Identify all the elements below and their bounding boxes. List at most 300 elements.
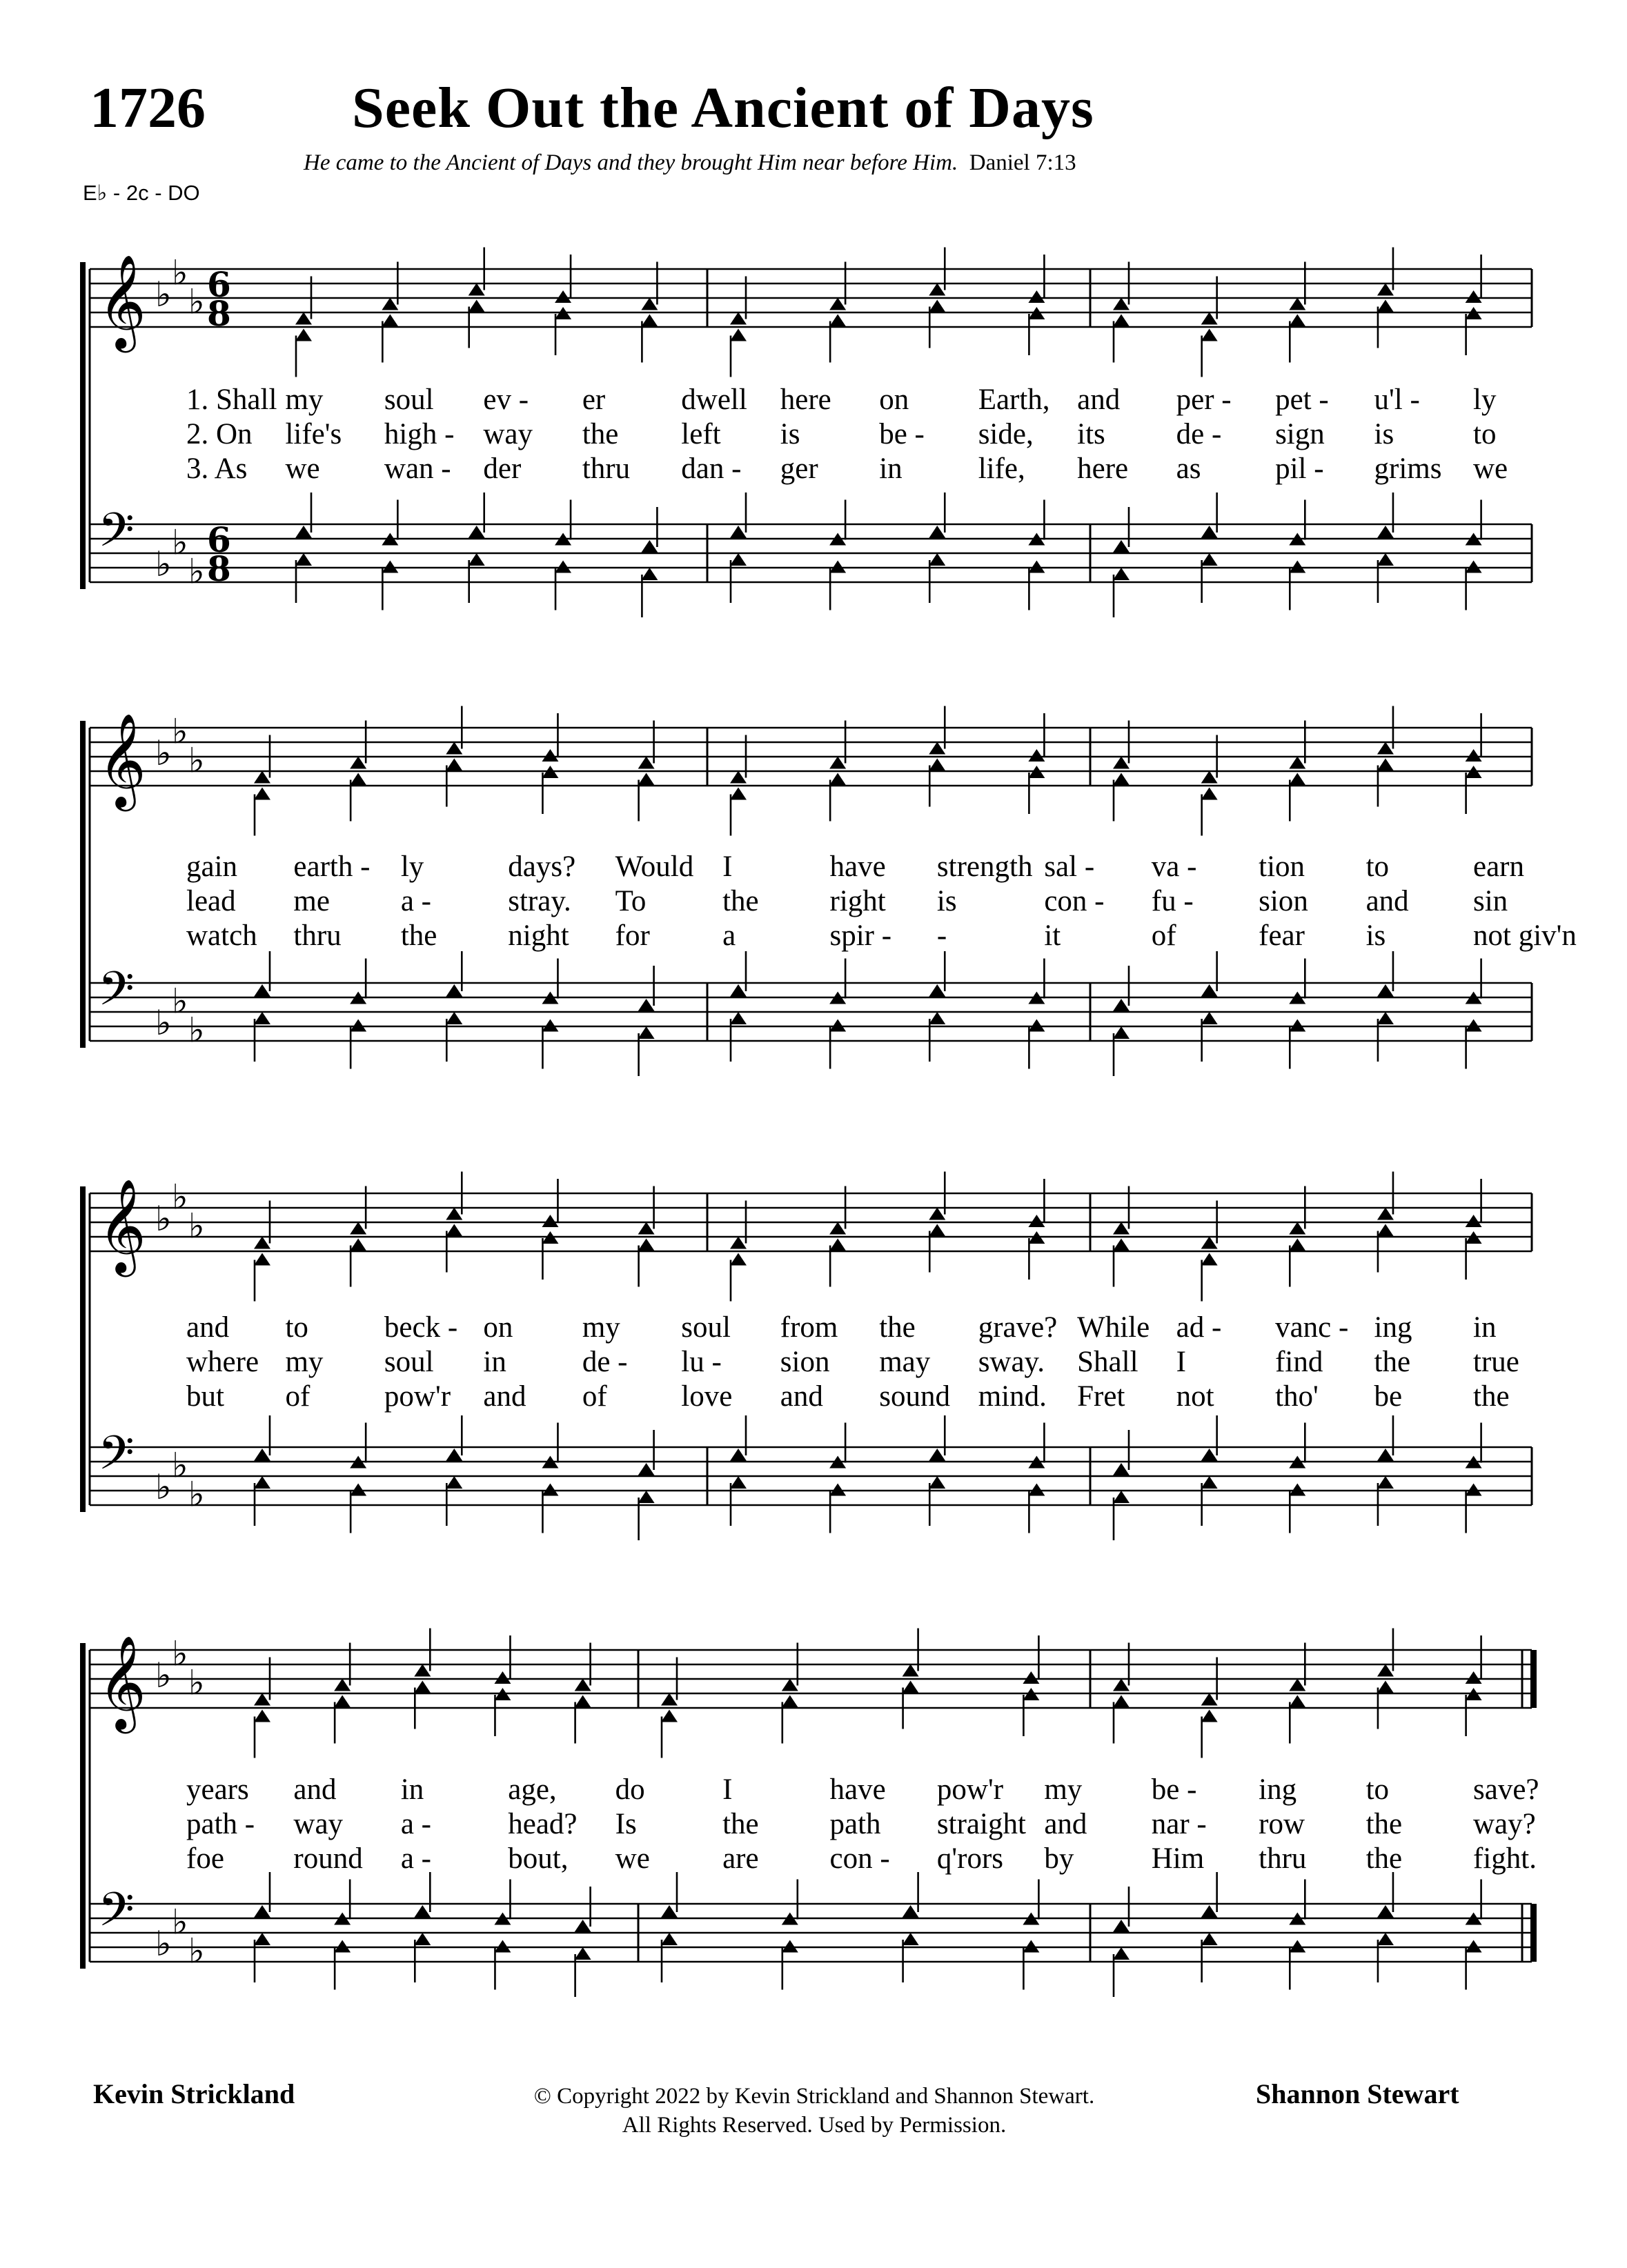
note-head-triangle	[350, 1484, 366, 1496]
note-head-triangle	[382, 315, 398, 327]
bass-clef-icon: 𝄢	[98, 1426, 135, 1492]
note-head-triangle	[730, 526, 747, 538]
lyric-syllable: may	[879, 1346, 931, 1378]
note-head-triangle	[1201, 1476, 1218, 1489]
note-head-triangle	[661, 1905, 678, 1918]
lyric-syllable: is	[1365, 919, 1386, 952]
treble-clef-icon: 𝄞	[98, 712, 146, 807]
lyric-syllable: on	[483, 1311, 513, 1344]
lyric-syllable: sign	[1275, 418, 1325, 450]
note-head-triangle	[555, 561, 571, 573]
note-head-triangle	[1466, 1940, 1482, 1953]
note-head-triangle	[254, 1253, 270, 1266]
lyric-syllable: and	[293, 1773, 337, 1806]
lyric-syllable: -	[936, 919, 947, 952]
note-head-triangle	[1201, 771, 1218, 784]
note-head-triangle	[254, 1476, 270, 1489]
note-head-triangle	[414, 1905, 431, 1918]
lyric-syllable: stray.	[508, 885, 571, 917]
note-head-triangle	[641, 298, 658, 310]
note-head-triangle	[1289, 298, 1305, 310]
note-head-triangle	[446, 1476, 462, 1489]
lyric-syllable: not	[1176, 1380, 1214, 1413]
note-head-triangle	[1289, 561, 1305, 573]
lyric-syllable: by	[1044, 1842, 1074, 1875]
lyric-syllable: my	[285, 384, 324, 416]
note-head-triangle	[730, 984, 747, 997]
lyric-syllable: is	[936, 885, 957, 917]
lyric-syllable: to	[1365, 1773, 1390, 1806]
treble-clef-icon: 𝄞	[98, 1177, 146, 1273]
lyric-syllable: age,	[508, 1773, 557, 1806]
note-head-triangle	[1113, 298, 1130, 310]
lyric-syllable: 1. Shall	[186, 384, 277, 416]
note-head-triangle	[382, 561, 398, 573]
note-head-triangle	[782, 1679, 798, 1691]
lyric-syllable: true	[1473, 1346, 1519, 1378]
lyric-syllable: the	[722, 885, 759, 917]
lyric-syllable: are	[722, 1842, 759, 1875]
lyric-syllable: high -	[384, 418, 455, 450]
note-head-triangle	[1377, 300, 1394, 312]
note-head-triangle	[1201, 984, 1218, 997]
epigraph-quote: He came to the Ancient of Days and they brought Him near before Him.	[304, 150, 958, 175]
lyric-syllable: dan -	[681, 452, 742, 485]
note-head-triangle	[254, 1237, 270, 1249]
note-head-triangle	[638, 1222, 655, 1235]
note-head-triangle	[1466, 1671, 1482, 1684]
note-head-triangle	[903, 1905, 919, 1918]
note-head-triangle	[1201, 553, 1218, 566]
composer-credit: Shannon Stewart	[1256, 2078, 1459, 2109]
note-head-triangle	[295, 312, 312, 325]
note-head-triangle	[641, 568, 658, 580]
lyric-syllable: ly	[400, 850, 424, 883]
note-head-triangle	[929, 759, 945, 771]
note-head-triangle	[661, 1710, 678, 1722]
final-bar	[1530, 1650, 1537, 1708]
system-bracket	[80, 721, 86, 1048]
note-head-triangle	[1113, 1695, 1130, 1708]
note-head-triangle	[1377, 1208, 1394, 1220]
note-head-triangle	[1201, 329, 1218, 341]
flat-sign: ♭	[155, 1655, 172, 1695]
note-head-triangle	[446, 1012, 462, 1024]
treble-clef-icon: 𝄞	[98, 253, 146, 348]
note-head-triangle	[903, 1664, 919, 1677]
note-head-triangle	[903, 1681, 919, 1693]
lyric-syllable: in	[483, 1346, 506, 1378]
note-head-triangle	[1377, 1449, 1394, 1461]
lyric-syllable: way	[483, 418, 533, 450]
note-head-triangle	[446, 742, 462, 755]
note-head-triangle	[929, 742, 945, 755]
lyric-syllable: we	[615, 1842, 650, 1875]
flat-sign: ♭	[155, 733, 172, 773]
lyric-syllable: 3. As	[186, 452, 248, 485]
flat-sign: ♭	[172, 252, 188, 293]
note-head-triangle	[446, 1449, 462, 1461]
note-head-triangle	[1028, 290, 1045, 303]
system-bracket	[80, 1186, 86, 1512]
note-head-triangle	[829, 1222, 846, 1235]
lyric-syllable: I	[722, 850, 733, 883]
lyric-syllable: I	[1176, 1346, 1186, 1378]
lyric-syllable: on	[879, 384, 909, 416]
lyric-syllable: 2. On	[186, 418, 253, 450]
note-head-triangle	[661, 1933, 678, 1945]
note-head-triangle	[903, 1933, 919, 1945]
lyric-syllable: where	[186, 1346, 259, 1378]
lyric-syllable: ger	[780, 452, 818, 485]
note-head-triangle	[1289, 1679, 1305, 1691]
lyric-syllable: way	[293, 1808, 344, 1840]
note-head-triangle	[638, 1239, 655, 1251]
system-bracket	[80, 1643, 86, 1969]
note-head-triangle	[469, 284, 485, 296]
note-head-triangle	[638, 999, 655, 1011]
lyric-syllable: me	[293, 885, 330, 917]
lyric-syllable: dwell	[681, 384, 747, 416]
lyric-syllable: here	[780, 384, 831, 416]
flat-sign: ♭	[188, 551, 205, 592]
lyric-syllable: it	[1044, 919, 1061, 952]
lyric-syllable: the	[582, 418, 619, 450]
note-head-triangle	[829, 315, 846, 327]
lyric-syllable: as	[1176, 452, 1201, 485]
flat-sign: ♭	[172, 1177, 188, 1217]
flat-sign: ♭	[155, 1003, 172, 1043]
note-head-triangle	[1113, 1222, 1130, 1235]
lyric-syllable: and	[1044, 1808, 1087, 1840]
lyric-syllable: sion	[780, 1346, 830, 1378]
note-head-triangle	[350, 773, 366, 786]
lyric-syllable: of	[1151, 919, 1176, 952]
lyric-syllable: thru	[582, 452, 631, 485]
lyric-syllable: I	[722, 1773, 733, 1806]
lyric-syllable: Is	[615, 1808, 637, 1840]
lyric-syllable: path -	[186, 1808, 255, 1840]
lyric-syllable: a -	[400, 1808, 431, 1840]
treble-clef-icon: 𝄞	[98, 1634, 146, 1729]
note-head-triangle	[730, 1476, 747, 1489]
lyric-syllable: pow'r	[936, 1773, 1004, 1806]
lyric-syllable: the	[1365, 1808, 1403, 1840]
note-head-triangle	[334, 1940, 351, 1953]
note-head-triangle	[1113, 1491, 1130, 1503]
lyric-syllable: but	[186, 1380, 224, 1413]
note-head-triangle	[1201, 1012, 1218, 1024]
note-head-triangle	[254, 984, 270, 997]
lyricist-credit: Kevin Strickland	[93, 2078, 295, 2109]
note-head-triangle	[1466, 1484, 1482, 1496]
note-head-triangle	[829, 561, 846, 573]
lyric-syllable: ev -	[483, 384, 529, 416]
lyric-syllable: in	[879, 452, 903, 485]
lyric-syllable: strength	[936, 850, 1033, 883]
lyric-syllable: to	[285, 1311, 308, 1344]
lyric-syllable: nar -	[1151, 1808, 1207, 1840]
lyric-syllable: sal -	[1044, 850, 1095, 883]
lyric-syllable: is	[1374, 418, 1394, 450]
lyric-syllable: here	[1077, 452, 1129, 485]
note-head-triangle	[1289, 1222, 1305, 1235]
flat-sign: ♭	[155, 275, 172, 315]
note-head-triangle	[254, 1933, 270, 1945]
note-head-triangle	[829, 1019, 846, 1032]
lyric-syllable: a -	[400, 1842, 431, 1875]
time-sig-denominator: 8	[207, 548, 231, 589]
lyric-syllable: the	[400, 919, 437, 952]
lyric-syllable: its	[1077, 418, 1105, 450]
note-head-triangle	[1113, 1947, 1130, 1960]
note-head-triangle	[1289, 1940, 1305, 1953]
lyric-syllable: er	[582, 384, 606, 416]
note-head-triangle	[1466, 561, 1482, 573]
note-head-triangle	[730, 1012, 747, 1024]
note-head-triangle	[1023, 1940, 1039, 1953]
note-head-triangle	[929, 1208, 945, 1220]
lyric-syllable: con -	[1044, 885, 1105, 917]
lyric-syllable: grave?	[978, 1311, 1058, 1344]
note-head-triangle	[929, 1224, 945, 1237]
note-head-triangle	[1113, 540, 1130, 553]
note-head-triangle	[1466, 749, 1482, 762]
note-head-triangle	[1201, 1237, 1218, 1249]
lyric-syllable: my	[582, 1311, 620, 1344]
note-head-triangle	[446, 984, 462, 997]
lyric-syllable: side,	[978, 418, 1034, 450]
flat-sign: ♭	[155, 544, 172, 584]
lyric-syllable: is	[780, 418, 800, 450]
key-info: E♭ - 2c - DO	[83, 181, 200, 205]
flat-sign: ♭	[172, 981, 188, 1022]
lyric-syllable: thru	[1259, 1842, 1307, 1875]
note-head-triangle	[1201, 1693, 1218, 1706]
note-head-triangle	[575, 1920, 591, 1932]
note-head-triangle	[295, 526, 312, 538]
note-head-triangle	[494, 1940, 511, 1953]
flat-sign: ♭	[188, 1010, 205, 1051]
lyric-syllable: sion	[1259, 885, 1308, 917]
flat-sign: ♭	[172, 522, 188, 563]
lyric-syllable: soul	[384, 384, 434, 416]
note-head-triangle	[1466, 1215, 1482, 1227]
lyric-syllable: the	[722, 1808, 759, 1840]
note-head-triangle	[469, 553, 485, 566]
lyric-syllable: the	[1365, 1842, 1403, 1875]
lyric-syllable: night	[508, 919, 569, 952]
note-head-triangle	[1289, 1695, 1305, 1708]
note-head-triangle	[1377, 1664, 1394, 1677]
lyric-syllable: soul	[681, 1311, 731, 1344]
note-head-triangle	[1377, 526, 1394, 538]
lyric-syllable: the	[1374, 1346, 1411, 1378]
lyric-syllable: grims	[1374, 452, 1442, 485]
note-head-triangle	[1377, 284, 1394, 296]
note-head-triangle	[829, 1484, 846, 1496]
lyric-syllable: of	[582, 1380, 607, 1413]
lyric-syllable: the	[1473, 1380, 1510, 1413]
note-head-triangle	[1289, 773, 1305, 786]
note-head-triangle	[829, 298, 846, 310]
note-head-triangle	[334, 1695, 351, 1708]
note-head-triangle	[1113, 1679, 1130, 1691]
flat-sign: ♭	[188, 1206, 205, 1246]
flat-sign: ♭	[188, 1662, 205, 1703]
lyric-syllable: and	[186, 1311, 230, 1344]
lyric-syllable: and	[1077, 384, 1121, 416]
note-head-triangle	[641, 540, 658, 553]
lyric-syllable: Him	[1151, 1842, 1205, 1875]
note-head-triangle	[1028, 1484, 1045, 1496]
lyric-syllable: sway.	[978, 1346, 1045, 1378]
lyric-syllable: thru	[293, 919, 342, 952]
note-head-triangle	[929, 1476, 945, 1489]
lyric-syllable: save?	[1473, 1773, 1539, 1806]
lyric-syllable: wan -	[384, 452, 451, 485]
lyric-syllable: left	[681, 418, 721, 450]
lyric-syllable: Would	[615, 850, 694, 883]
flat-sign: ♭	[172, 1445, 188, 1486]
note-head-triangle	[1289, 1484, 1305, 1496]
note-head-triangle	[641, 315, 658, 327]
final-bar	[1530, 1904, 1537, 1962]
lyric-syllable: we	[285, 452, 320, 485]
lyric-syllable: der	[483, 452, 522, 485]
lyric-syllable: round	[293, 1842, 363, 1875]
lyric-syllable: va -	[1151, 850, 1197, 883]
lyric-syllable: straight	[936, 1808, 1026, 1840]
lyric-syllable: bout,	[508, 1842, 569, 1875]
copyright-notice	[400, 2082, 1228, 2140]
note-head-triangle	[1028, 749, 1045, 762]
flat-sign: ♭	[188, 1931, 205, 1971]
note-head-triangle	[295, 329, 312, 341]
note-head-triangle	[1466, 1019, 1482, 1032]
lyric-syllable: the	[879, 1311, 916, 1344]
lyric-syllable: in	[400, 1773, 424, 1806]
hymn-number: 1726	[90, 76, 206, 140]
note-head-triangle	[730, 1237, 747, 1249]
lyric-syllable: a -	[400, 885, 431, 917]
lyric-syllable: foe	[186, 1842, 224, 1875]
note-head-triangle	[1113, 999, 1130, 1011]
note-head-triangle	[469, 300, 485, 312]
note-head-triangle	[782, 1940, 798, 1953]
note-head-triangle	[350, 1222, 366, 1235]
lyric-syllable: gain	[186, 850, 238, 883]
lyric-syllable: spir -	[829, 919, 892, 952]
note-head-triangle	[782, 1695, 798, 1708]
lyric-syllable: be -	[1151, 1773, 1197, 1806]
note-head-triangle	[829, 757, 846, 769]
copyright-line-2: All Rights Reserved. Used by Permission.	[622, 2113, 1007, 2138]
lyric-syllable: soul	[384, 1346, 434, 1378]
flat-sign: ♭	[155, 1924, 172, 1964]
note-head-triangle	[1028, 1215, 1045, 1227]
note-head-triangle	[1377, 1681, 1394, 1693]
note-head-triangle	[638, 757, 655, 769]
note-head-triangle	[1377, 1012, 1394, 1024]
lyric-syllable: my	[1044, 1773, 1083, 1806]
note-head-triangle	[1201, 312, 1218, 325]
note-head-triangle	[1023, 1671, 1039, 1684]
lyric-syllable: do	[615, 1773, 645, 1806]
note-head-triangle	[1028, 1019, 1045, 1032]
bass-clef-icon: 𝄢	[98, 504, 135, 569]
lyric-syllable: love	[681, 1380, 733, 1413]
lyric-syllable: to	[1365, 850, 1390, 883]
note-head-triangle	[638, 1463, 655, 1475]
bass-clef-icon: 𝄢	[98, 1883, 135, 1949]
note-head-triangle	[254, 1710, 270, 1722]
flat-sign: ♭	[172, 1902, 188, 1942]
note-head-triangle	[1289, 1019, 1305, 1032]
note-head-triangle	[929, 553, 945, 566]
note-head-triangle	[1377, 553, 1394, 566]
lyric-syllable: per -	[1176, 384, 1232, 416]
note-head-triangle	[1201, 1710, 1218, 1722]
note-head-triangle	[929, 526, 945, 538]
note-head-triangle	[1113, 1920, 1130, 1932]
lyric-syllable: tion	[1259, 850, 1305, 883]
lyric-syllable: ad -	[1176, 1311, 1222, 1344]
lyric-syllable: watch	[186, 919, 257, 952]
note-head-triangle	[1113, 1463, 1130, 1475]
flat-sign: ♭	[188, 281, 205, 322]
note-head-triangle	[1201, 1449, 1218, 1461]
note-head-triangle	[254, 771, 270, 784]
note-head-triangle	[542, 1215, 558, 1227]
note-head-triangle	[1201, 526, 1218, 538]
lyric-syllable: and	[483, 1380, 526, 1413]
note-head-triangle	[1377, 1933, 1394, 1945]
lyric-syllable: have	[829, 850, 886, 883]
lyric-syllable: life,	[978, 452, 1025, 485]
flat-sign: ♭	[155, 1199, 172, 1239]
note-head-triangle	[730, 1253, 747, 1266]
note-head-triangle	[730, 771, 747, 784]
lyric-syllable: not giv'n	[1473, 919, 1577, 952]
lyric-syllable: find	[1275, 1346, 1323, 1378]
note-head-triangle	[254, 1449, 270, 1461]
lyric-syllable: lead	[186, 885, 236, 917]
note-head-triangle	[1377, 1476, 1394, 1489]
bass-clef-icon: 𝄢	[98, 962, 135, 1028]
note-head-triangle	[254, 1905, 270, 1918]
epigraph-reference: Daniel 7:13	[969, 150, 1076, 175]
lyric-syllable: beck -	[384, 1311, 458, 1344]
note-head-triangle	[1377, 1905, 1394, 1918]
note-head-triangle	[1377, 742, 1394, 755]
lyric-syllable: con -	[829, 1842, 890, 1875]
lyric-syllable: and	[780, 1380, 823, 1413]
lyric-syllable: path	[829, 1808, 881, 1840]
note-head-triangle	[1113, 1026, 1130, 1039]
flat-sign: ♭	[188, 1474, 205, 1515]
note-head-triangle	[295, 553, 312, 566]
note-head-triangle	[661, 1693, 678, 1706]
note-head-triangle	[350, 1239, 366, 1251]
note-head-triangle	[1113, 568, 1130, 580]
lyric-syllable: fear	[1259, 919, 1305, 952]
lyric-syllable: Earth,	[978, 384, 1050, 416]
note-head-triangle	[382, 298, 398, 310]
note-head-triangle	[1201, 1933, 1218, 1945]
lyric-syllable: sin	[1473, 885, 1508, 917]
time-sig-numerator: 6	[207, 519, 231, 560]
